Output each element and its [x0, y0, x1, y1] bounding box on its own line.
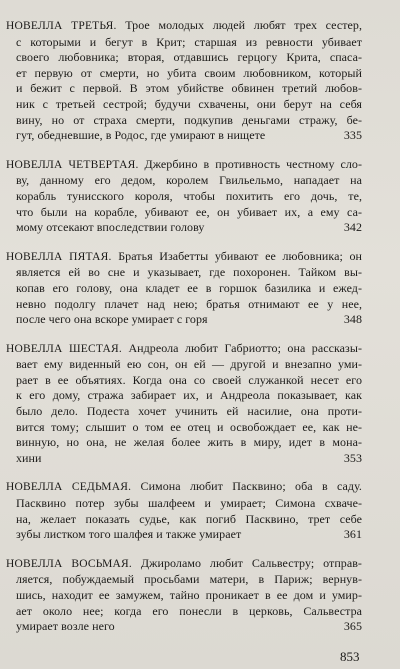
entry-text-line: зубы листком того шалфея и также умирает [16, 527, 242, 542]
entry-text-line: ляется, побуждаемый просьбами матери, в Париж; вернув- [16, 572, 362, 587]
entry-text-line: шись, находит ее замужем, тайно проникает в ее дом и умир- [16, 588, 362, 602]
entry-text-line: вает ему виденный ею сон, он ей — другой и внезапно уми- [16, 357, 362, 372]
entry-text-line: Андреола любит Габриотто; она рассказы- [128, 340, 362, 355]
entry-title: НОВЕЛЛА ПЯТАЯ. [6, 250, 112, 263]
entry-text-line: мому отсекают впоследствии голову [16, 220, 205, 235]
entry-text-line: после чего она вскоре умирает с горя [16, 312, 208, 327]
entry-text-line: копав его голову, она кладет ее в горшок базилика и ежед- [16, 280, 362, 295]
entry-text-line: невно подолгу плачет над нею; братья отнимают ее у нее, [16, 296, 362, 311]
entry-text-line: является ей во сне и указывает, где похоронен. Тайком вы- [16, 265, 362, 280]
entry-title: НОВЕЛЛА ЧЕТВЕРТАЯ. [6, 158, 139, 171]
entry-text-line: рает в ее объятиях. Когда она со своей служанкой несет его [16, 372, 362, 387]
entry-text-line: Джироламо любит Сальвестру; отправ- [140, 555, 362, 570]
page-number: 353 [343, 450, 362, 465]
entry-title: НОВЕЛЛА ШЕСТАЯ. [6, 342, 122, 355]
toc-entry-novella-5 [6, 248, 362, 328]
entry-text-line: к его дому, стража забирает их, и Андреола показывает, как [16, 388, 362, 403]
page-number: 365 [343, 619, 362, 634]
toc-entry-novella-7 [6, 479, 362, 542]
entry-text-line: хини [16, 450, 42, 465]
entry-text-line: что были на корабле, убивают ее, он убивает их, а ему са- [16, 204, 362, 219]
entry-text-line: ник с третьей сестрой; будучи схвачены, они берут на себя [16, 96, 362, 111]
page-number: 335 [343, 128, 362, 143]
entry-text-line: гут, обедневшие, в Родос, где умирают в нищете [16, 128, 266, 143]
entry-title: НОВЕЛЛА ВОСЬМАЯ. [6, 557, 132, 570]
entry-text-line: с которыми и бегут в Крит; старшая из ревности убивает [16, 34, 362, 49]
toc-entry-novella-6 [6, 340, 362, 467]
entry-text-line: вится тому; слышит о том ее отец и освобождает ее, как не- [16, 419, 362, 434]
entry-text-line: Симона любит Пасквино; оба в саду. [140, 479, 362, 494]
table-of-contents [6, 18, 362, 648]
entry-text-line: ву, данному его дедом, королем Гвильельмо, нападает на [16, 173, 362, 188]
entry-text-line: было дело. Подеста хочет учинить ей насилие, она проти- [16, 404, 362, 419]
toc-entry-novella-4 [6, 156, 362, 236]
toc-entry-novella-3 [6, 18, 362, 144]
page-number: 361 [343, 527, 362, 542]
entry-title: НОВЕЛЛА СЕДЬМАЯ. [6, 481, 132, 494]
page-number: 348 [343, 312, 362, 327]
entry-text-line: умирает возле него [16, 619, 115, 634]
entry-title: НОВЕЛЛА ТРЕТЬЯ. [6, 20, 117, 32]
toc-entry-novella-8 [6, 555, 362, 635]
entry-text-line: Пасквино потер зубы шалфеем и умирает; Симона схваче- [16, 496, 362, 511]
entry-text-line: Братья Изабетты убивают ее любовника; он [118, 248, 362, 263]
entry-text-line: корабль тунисского короля, чтобы похитить его дочь, те, [16, 188, 362, 203]
entry-text-line: винную, но она, не желая более жить в миру, идет в мона- [16, 435, 362, 450]
page-number: 342 [343, 220, 362, 235]
entry-text-line: вину, но от страха смерти, подкупив деньгами стражу, бе- [16, 112, 362, 127]
entry-text-line: Трое молодых людей любят трех сестер, [125, 18, 362, 32]
entry-text-line: своего любовника; вторая, отдавшись герцогу Крита, спаса- [16, 50, 362, 65]
entry-text-line: и бежит с первой. В этом убийстве обвинен третий любов- [16, 81, 362, 96]
entry-text-line: на, желает показать судье, как погиб Пасквино, трет себе [16, 511, 362, 526]
entry-text-line: Джербино в противность честному сло- [144, 156, 362, 171]
folio-page-number: 853 [340, 649, 360, 664]
entry-text-line: ает около нее; когда его понесли в церковь, Сальвестра [16, 603, 362, 618]
entry-text-line: ет первую от смерти, но убита своим любовником, который [16, 65, 362, 80]
